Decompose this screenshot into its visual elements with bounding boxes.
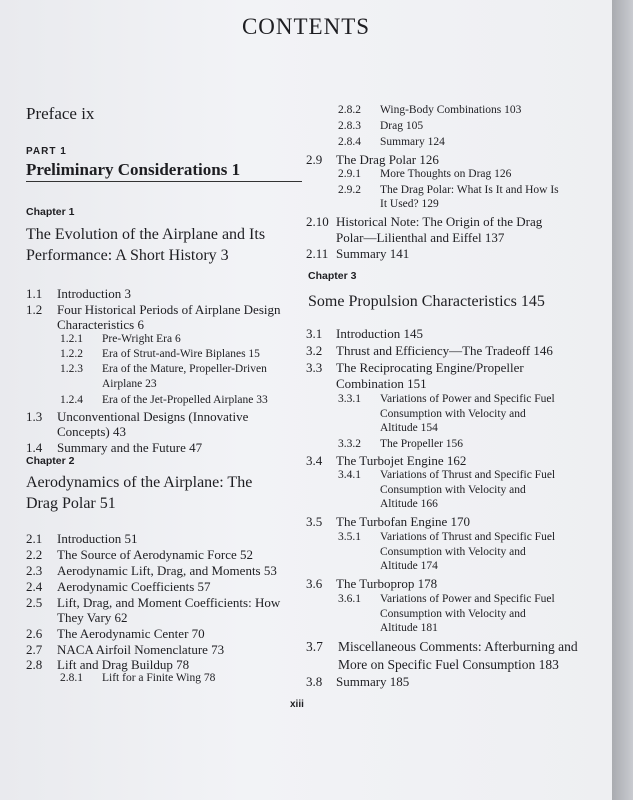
toc-entry-number: 1.2: [26, 302, 43, 317]
toc-entry-number: 1.4: [26, 440, 43, 455]
part-title: Preliminary Considerations 1: [26, 160, 241, 179]
toc-entry-number: 2.4: [26, 579, 43, 594]
toc-entry-text: The Drag Polar 126: [336, 152, 439, 167]
toc-entry-number: 1.2.4: [60, 394, 83, 406]
toc-entry-text: The Turbofan Engine 170: [336, 514, 470, 529]
toc-entry-text: Summary and the Future 47: [57, 440, 203, 455]
page-edge: [612, 0, 633, 800]
toc-entry-number: 1.3: [26, 409, 43, 424]
toc-entry-number: 2.9.2: [338, 184, 361, 196]
toc-entry-number: 3.4: [306, 453, 323, 468]
toc-entry-text: Era of the Mature, Propeller-Driven: [102, 363, 267, 375]
toc-entry-text: Consumption with Velocity and: [380, 608, 526, 620]
toc-entry-text: Summary 185: [336, 674, 410, 689]
toc-entry-number: 2.10: [306, 214, 329, 229]
page-number: xiii: [290, 699, 304, 710]
toc-entry-text: Introduction 3: [57, 286, 132, 301]
toc-entry-number: 3.3: [306, 360, 323, 375]
toc-entry-text: Polar—Lilienthal and Eiffel 137: [336, 230, 505, 245]
toc-entry-number: 3.3.2: [338, 438, 361, 450]
toc-entry-text: Consumption with Velocity and: [380, 408, 526, 420]
toc-entry-text: The Source of Aerodynamic Force 52: [57, 547, 254, 562]
toc-entry-text: Combination 151: [336, 376, 427, 391]
toc-entry-text: Historical Note: The Origin of the Drag: [336, 214, 543, 229]
toc-entry-text: Summary 124: [380, 136, 445, 148]
toc-entry-text: Concepts) 43: [57, 424, 126, 439]
toc-entry-text: Altitude 181: [380, 622, 438, 634]
toc-entry-text: Summary 141: [336, 246, 410, 261]
toc-entry-text: Aerodynamic Lift, Drag, and Moments 53: [57, 563, 277, 578]
toc-entry-text: Altitude 166: [380, 498, 438, 510]
toc-entry-number: 1.1: [26, 286, 43, 301]
toc-entry-number: 3.3.1: [338, 393, 361, 405]
toc-entry-text: Characteristics 6: [57, 317, 144, 332]
toc-entry-number: 2.6: [26, 626, 43, 641]
toc-entry-text: The Reciprocating Engine/Propeller: [336, 360, 524, 375]
preface-entry: Preface ix: [26, 104, 95, 123]
toc-entry-text: Drag 105: [380, 120, 424, 132]
toc-entry-text: Variations of Thrust and Specific Fuel: [380, 531, 556, 543]
toc-entry-text: The Drag Polar: What Is It and How Is: [380, 184, 559, 196]
toc-entry-text: Era of Strut-and-Wire Biplanes 15: [102, 348, 260, 360]
toc-entry-text: The Turbojet Engine 162: [336, 453, 467, 468]
toc-entry-number: 2.11: [306, 246, 329, 261]
toc-entry-number: 2.8.4: [338, 136, 361, 148]
toc-entry-number: 2.9: [306, 152, 323, 167]
toc-entry-text: Era of the Jet-Propelled Airplane 33: [102, 394, 268, 406]
toc-entry-text: Lift for a Finite Wing 78: [102, 672, 216, 684]
toc-entry-number: 3.4.1: [338, 469, 361, 481]
chapter-3-title: Some Propulsion Characteristics 145: [308, 293, 545, 310]
toc-entry-text: Variations of Thrust and Specific Fuel: [380, 469, 556, 481]
toc-entry-number: 2.8.2: [338, 104, 361, 116]
toc-entry-number: 2.1: [26, 531, 43, 546]
toc-entry-text: Lift, Drag, and Moment Coefficients: How: [57, 595, 281, 610]
part-rule: [26, 181, 302, 182]
toc-entry-text: The Turboprop 178: [336, 576, 438, 591]
toc-entry-text: Altitude 154: [380, 422, 438, 434]
toc-entry-text: Consumption with Velocity and: [380, 484, 526, 496]
chapter-2-title: Aerodynamics of the Airplane: The Drag Polar 51: [26, 474, 253, 512]
toc-entry-text: NACA Airfoil Nomenclature 73: [57, 642, 225, 657]
toc-entry-number: 2.8.3: [338, 120, 361, 132]
toc-entry-text: It Used? 129: [380, 198, 439, 210]
toc-entry-number: 3.5.1: [338, 531, 361, 543]
toc-entry-text: The Aerodynamic Center 70: [57, 626, 205, 641]
toc-entry-text: Unconventional Designs (Innovative: [57, 409, 249, 424]
toc-entry-text: The Propeller 156: [380, 438, 464, 450]
toc-entry-number: 2.5: [26, 595, 43, 610]
part-label: PART 1: [26, 146, 67, 157]
toc-entry-text: Wing-Body Combinations 103: [380, 104, 522, 116]
toc-entry-number: 1.2.1: [60, 333, 83, 345]
toc-entry-number: 3.1: [306, 326, 323, 341]
toc-entry-text: Lift and Drag Buildup 78: [57, 657, 190, 672]
toc-entry-number: 3.6.1: [338, 593, 361, 605]
toc-entry-number: 1.2.3: [60, 363, 83, 375]
toc-entry-text: Aerodynamic Coefficients 57: [57, 579, 211, 594]
toc-entry-text: More on Specific Fuel Consumption 183: [338, 657, 559, 672]
toc-entry-text: Consumption with Velocity and: [380, 546, 526, 558]
toc-entry-text: Introduction 145: [336, 326, 424, 341]
toc-entry-text: Pre-Wright Era 6: [102, 333, 181, 345]
toc-entry-number: 3.8: [306, 674, 323, 689]
toc-entry-number: 2.9.1: [338, 168, 361, 180]
toc-entry-number: 3.7: [306, 639, 323, 654]
toc-entry-text: Miscellaneous Comments: Afterburning and: [338, 639, 578, 654]
toc-entry-number: 2.8: [26, 657, 43, 672]
toc-entry-text: Altitude 174: [380, 560, 438, 572]
toc-entry-number: 3.6: [306, 576, 323, 591]
toc-entry-number: 1.2.2: [60, 348, 83, 360]
toc-entry-number: 3.5: [306, 514, 323, 529]
toc-entry-text: Thrust and Efficiency—The Tradeoff 146: [336, 343, 553, 358]
toc-entry-number: 2.7: [26, 642, 43, 657]
toc-entry-text: Airplane 23: [102, 378, 157, 390]
chapter-1-title: The Evolution of the Airplane and Its Performance: A Short History 3: [26, 226, 266, 264]
chapter-2-label: Chapter 2: [26, 455, 75, 467]
toc-entry-text: Four Historical Periods of Airplane Design: [57, 302, 281, 317]
page-title: CONTENTS: [241, 14, 371, 39]
chapter-3-label: Chapter 3: [308, 270, 357, 282]
toc-entry-text: Variations of Power and Specific Fuel: [380, 593, 555, 605]
toc-entry-number: 2.3: [26, 563, 43, 578]
toc-entry-number: 3.2: [306, 343, 323, 358]
toc-entry-text: Introduction 51: [57, 531, 138, 546]
toc-entry-text: They Vary 62: [57, 610, 128, 625]
toc-entry-text: Variations of Power and Specific Fuel: [380, 393, 555, 405]
chapter-1-label: Chapter 1: [26, 206, 75, 218]
toc-entry-number: 2.8.1: [60, 672, 83, 684]
toc-entry-number: 2.2: [26, 547, 43, 562]
toc-entry-text: More Thoughts on Drag 126: [380, 168, 512, 180]
